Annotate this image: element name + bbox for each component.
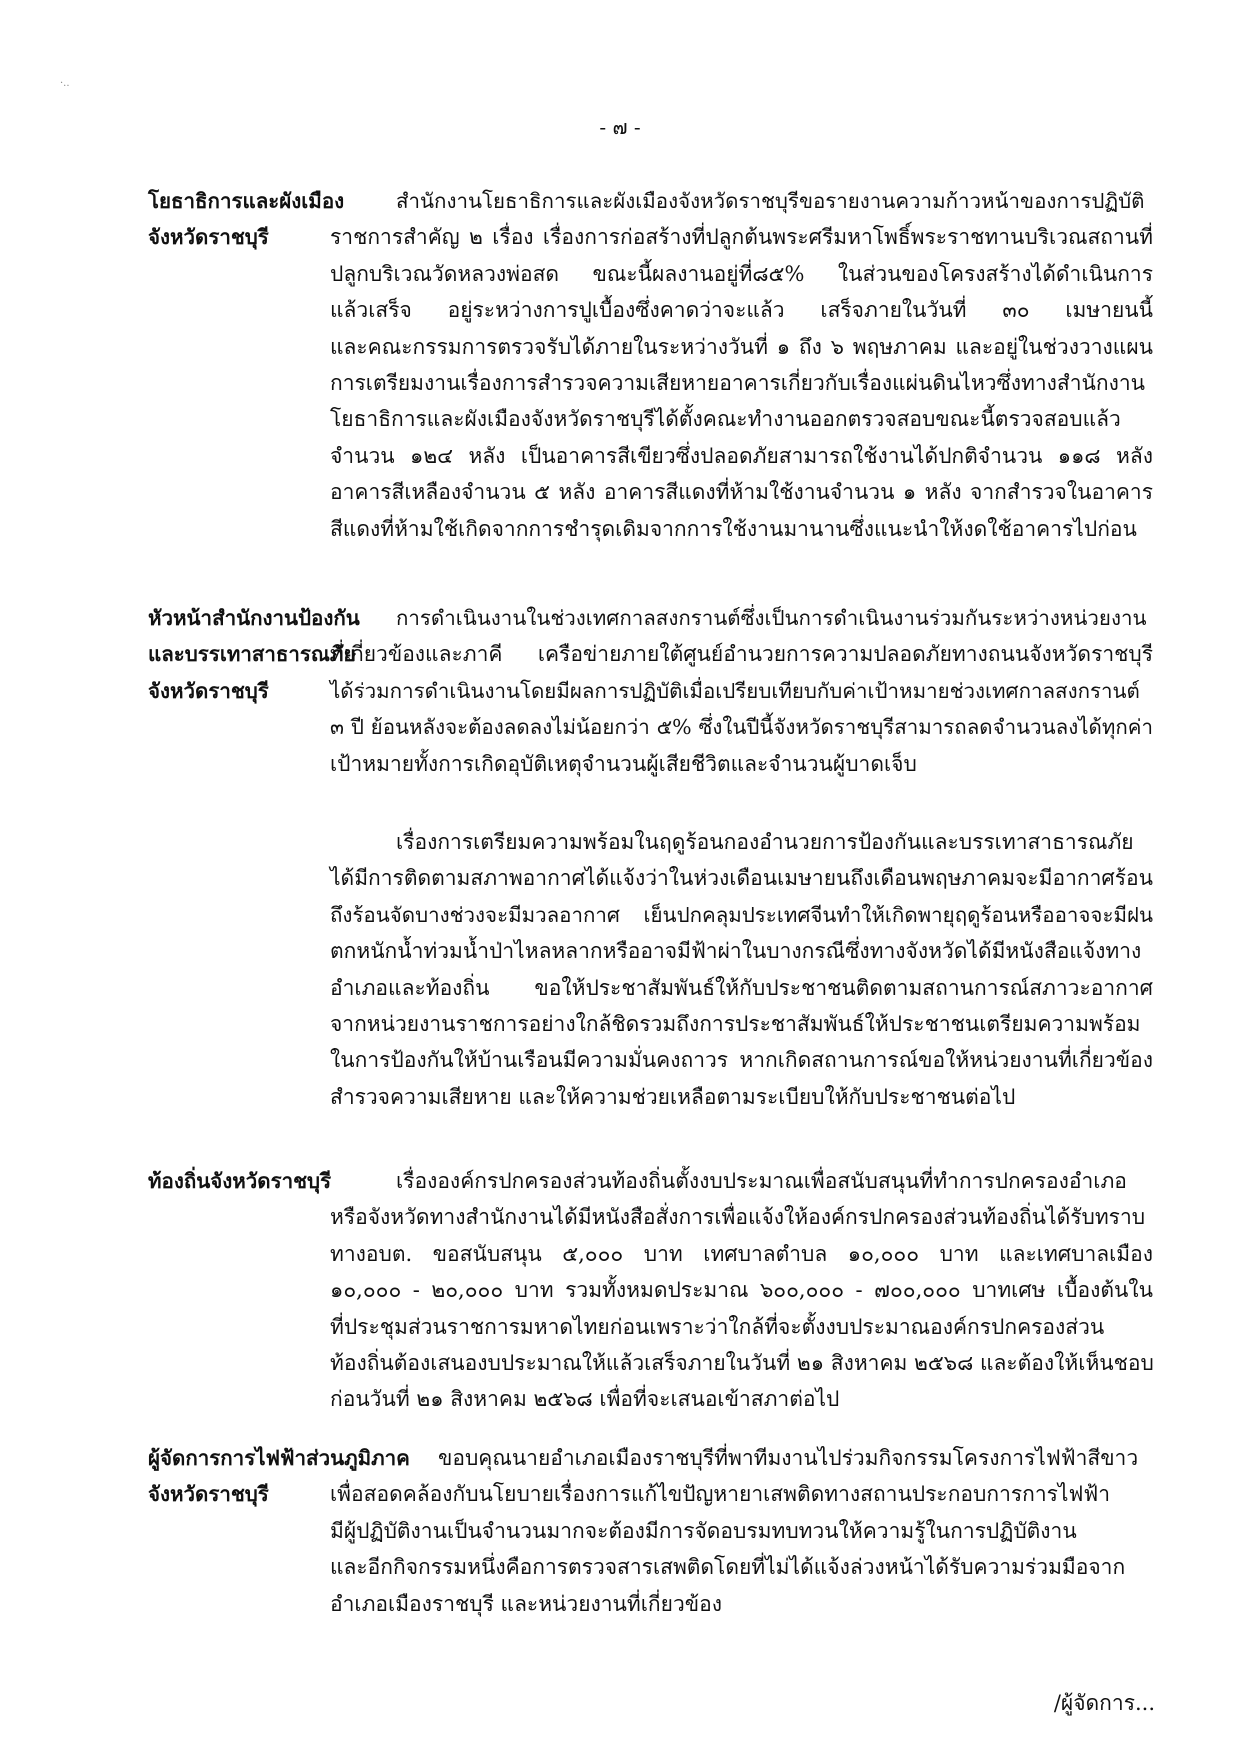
section-disaster-prevention <box>148 600 1153 1140</box>
paragraph-line: ราชการสำคัญ ๒ เรื่อง เรื่องการก่อสร้างที่ปลูกต้นพระศรีมหาโพธิ์พระราชทานบริเวณสถานที่ <box>330 225 1153 250</box>
heading-line: จังหวัดราชบุรี <box>148 225 269 250</box>
paragraph-line: ถึงร้อนจัดบางช่วงจะมีมวลอากาศ เย็นปกคลุมประเทศจีนทำให้เกิดพายุฤดูร้อนหรืออาจจะมีฝน <box>330 902 1153 927</box>
heading-line: และบรรเทาสาธารณภัย <box>148 642 356 667</box>
paragraph-line: เพื่อสอดคล้องกับนโยบายเรื่องการแก้ไขปัญหายาเสพติดทางสถานประกอบการการไฟฟ้า <box>330 1482 1111 1507</box>
paragraph-line: ทางอบต. ขอสนับสนุน ๕,๐๐๐ บาท เทศบาลตำบล ๑๐,๐๐๐ บาท และเทศบาลเมือง <box>330 1241 1153 1266</box>
heading-line: ท้องถิ่นจังหวัดราชบุรี <box>148 1169 332 1193</box>
paragraph-line: มีผู้ปฏิบัติงานเป็นจำนวนมากจะต้องมีการจัดอบรมทบทวนให้ความรู้ในการปฏิบัติงาน <box>330 1518 1077 1543</box>
heading-line: จังหวัดราชบุรี <box>148 1482 269 1507</box>
paragraph-line: สำรวจความเสียหาย และให้ความช่วยเหลือตามระเบียบให้กับประชาชนต่อไป <box>330 1084 1016 1109</box>
paragraph-line: ที่เกี่ยวข้องและภาคี เครือข่ายภายใต้ศูนย์อำนวยการความปลอดภัยทางถนนจังหวัดราชบุรี <box>330 642 1153 667</box>
heading-line: โยธาธิการและผังเมือง <box>148 189 345 213</box>
paragraph-line: ท้องถิ่นต้องเสนองบประมาณให้แล้วเสร็จภายในวันที่ ๒๑ สิงหาคม ๒๕๖๘ และต้องให้เห็นชอบ <box>330 1351 1154 1375</box>
page-number: - ๗ - <box>599 115 641 139</box>
paragraph-line: โยธาธิการและผังเมืองจังหวัดราชบุรีได้ตั้งคณะทำงานออกตรวจสอบขณะนี้ตรวจสอบแล้ว <box>330 407 1121 432</box>
section-heading <box>148 600 360 709</box>
heading-line: หัวหน้าสำนักงานป้องกัน <box>148 606 360 630</box>
paragraph-line: อาคารสีเหลืองจำนวน ๕ หลัง อาคารสีแดงที่ห้ามใช้งานจำนวน ๑ หลัง จากสำรวจในอาคาร <box>330 480 1153 505</box>
heading-line: ผู้จัดการการไฟฟ้าส่วนภูมิภาค <box>148 1446 410 1470</box>
heading-line: จังหวัดราชบุรี <box>148 678 269 703</box>
paragraph-line: ขอบคุณนายอำเภอเมืองราชบุรีที่พาทีมงานไปร่วมกิจกรรมโครงการไฟฟ้าสีขาว <box>438 1446 1139 1470</box>
paragraph-line: ปลูกบริเวณวัดหลวงพ่อสด ขณะนี้ผลงานอยู่ที่๘๕% ในส่วนของโครงสร้างได้ดำเนินการ <box>330 261 1153 286</box>
paragraph-line: ที่ประชุมส่วนราชการมหาดไทยก่อนเพราะว่าใกล้ที่จะตั้งงบประมาณองค์กรปกครองส่วน <box>330 1314 1105 1339</box>
continuation-marker: /ผู้จัดการ... <box>1053 1691 1155 1715</box>
paragraph-line: แล้วเสร็จ อยู่ระหว่างการปูเบื้องซึ่งคาดว่าจะแล้ว เสร็จภายในวันที่ ๓๐ เมษายนนี้ <box>330 298 1153 323</box>
scan-artifact: ·.. <box>60 78 70 89</box>
paragraph-line: ได้มีการติดตามสภาพอากาศได้แจ้งว่าในห่วงเดือนเมษายนถึงเดือนพฤษภาคมจะมีอากาศร้อน <box>330 866 1153 891</box>
paragraph-line: การเตรียมงานเรื่องการสำรวจความเสียหายอาคารเกี่ยวกับเรื่องแผ่นดินไหวซึ่งทางสำนักงาน <box>330 371 1145 395</box>
paragraph-line: เรื่ององค์กรปกครองส่วนท้องถิ่นตั้งงบประมาณเพื่อสนับสนุนที่ทำการปกครองอำเภอ <box>396 1169 1127 1193</box>
section-public-works <box>148 183 1153 583</box>
paragraph-line: เรื่องการเตรียมความพร้อมในฤดูร้อนกองอำนวยการป้องกันและบรรเทาสาธารณภัย <box>396 830 1134 854</box>
paragraph-line: เป้าหมายทั้งการเกิดอุบัติเหตุจำนวนผู้เสียชีวิตและจำนวนผู้บาดเจ็บ <box>330 751 917 776</box>
paragraph-line: ตกหนักน้ำท่วมน้ำป่าไหลหลากหรืออาจมีฟ้าผ่าในบางกรณีซึ่งทางจังหวัดได้มีหนังสือแจ้งทาง <box>330 939 1142 964</box>
paragraph-line: อำเภอและท้องถิ่น ขอให้ประชาสัมพันธ์ให้กับประชาชนติดตามสถานการณ์สภาวะอากาศ <box>330 975 1153 1000</box>
paragraph-line: จากหน่วยงานราชการอย่างใกล้ชิดรวมถึงการประชาสัมพันธ์ให้ประชาชนเตรียมความพร้อม <box>330 1012 1141 1036</box>
paragraph-line: จำนวน ๑๒๔ หลัง เป็นอาคารสีเขียวซึ่งปลอดภัยสามารถใช้งานได้ปกติจำนวน ๑๑๘ หลัง <box>330 443 1153 468</box>
paragraph-line: อำเภอเมืองราชบุรี และหน่วยงานที่เกี่ยวข้อง <box>330 1591 722 1616</box>
section-electricity-authority <box>148 1440 1153 1640</box>
paragraph-line: สีแดงที่ห้ามใช้เกิดจากการชำรุดเดิมจากการใช้งานมานานซึ่งแนะนำให้งดใช้อาคารไปก่อน <box>330 516 1137 541</box>
section-heading <box>148 1440 410 1513</box>
paragraph-line: และคณะกรรมการตรวจรับได้ภายในระหว่างวันที่ ๑ ถึง ๖ พฤษภาคม และอยู่ในช่วงวางแผน <box>330 334 1153 359</box>
paragraph-line: การดำเนินงานในช่วงเทศกาลสงกรานต์ซึ่งเป็นการดำเนินงานร่วมกันระหว่างหน่วยงาน <box>396 606 1147 630</box>
section-local-administration <box>148 1163 1153 1433</box>
paragraph-line: ๓ ปี ย้อนหลังจะต้องลดลงไม่น้อยกว่า ๕% ซึ่งในปีนี้จังหวัดราชบุรีสามารถลดจำนวนลงได้ทุกค่า <box>330 715 1153 740</box>
paragraph-line: ก่อนวันที่ ๒๑ สิงหาคม ๒๕๖๘ เพื่อที่จะเสนอเข้าสภาต่อไป <box>330 1387 840 1412</box>
section-heading <box>148 183 348 256</box>
section-heading <box>148 1163 348 1199</box>
paragraph-line: ๑๐,๐๐๐ - ๒๐,๐๐๐ บาท รวมทั้งหมดประมาณ ๖๐๐,๐๐๐ - ๗๐๐,๐๐๐ บาทเศษ เบื้องต้นใน <box>330 1278 1153 1303</box>
paragraph-line: สำนักงานโยธาธิการและผังเมืองจังหวัดราชบุรีขอรายงานความก้าวหน้าของการปฏิบัติ <box>396 189 1145 213</box>
paragraph-line: ในการป้องกันให้บ้านเรือนมีความมั่นคงถาวร หากเกิดสถานการณ์ขอให้หน่วยงานที่เกี่ยวข้อง <box>330 1048 1153 1073</box>
paragraph-line: และอีกกิจกรรมหนึ่งคือการตรวจสารเสพติดโดยที่ไม่ได้แจ้งล่วงหน้าได้รับความร่วมมือจาก <box>330 1555 1126 1580</box>
paragraph-line: ได้ร่วมการดำเนินงานโดยมีผลการปฏิบัติเมื่อเปรียบเทียบกับค่าเป้าหมายช่วงเทศกาลสงกรานต์ <box>330 678 1140 703</box>
paragraph-line: หรือจังหวัดทางสำนักงานได้มีหนังสือสั่งการเพื่อแจ้งให้องค์กรปกครองส่วนท้องถิ่นได้รับทราบ <box>330 1205 1146 1230</box>
